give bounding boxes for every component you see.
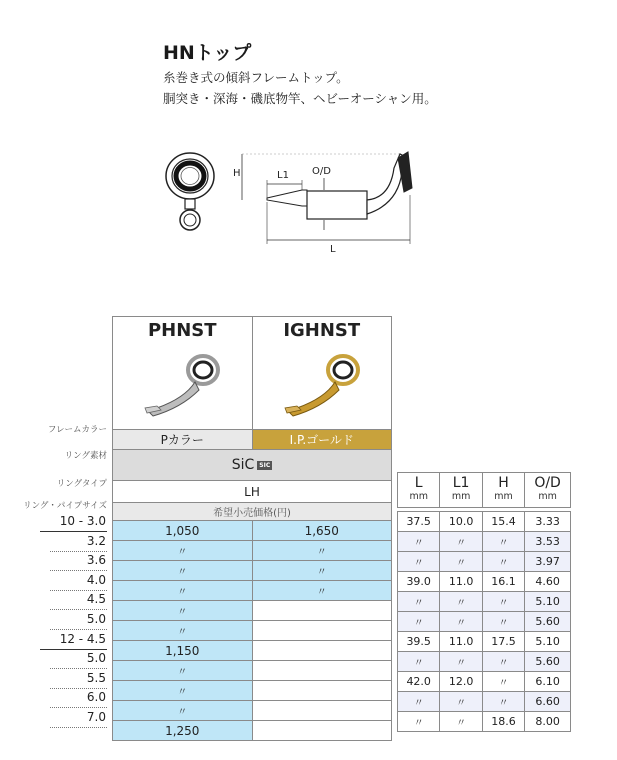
product-title: HNトップ xyxy=(163,42,252,64)
size-label: 3.2 xyxy=(86,533,106,548)
size-divider xyxy=(50,629,107,630)
product-image-ighnst xyxy=(252,343,392,430)
dim-h: 〃 xyxy=(482,532,524,552)
dimension-row xyxy=(398,512,571,532)
price-phnst: 1,050 xyxy=(113,521,253,541)
price-phnst: 〃 xyxy=(113,601,253,621)
price-ighnst xyxy=(252,721,392,741)
price-row xyxy=(113,521,392,541)
dim-header-H: H mm xyxy=(482,473,524,508)
dim-l1: 12.0 xyxy=(440,672,482,692)
dim-od: 5.10 xyxy=(525,592,571,612)
dim-l: 42.0 xyxy=(398,672,440,692)
dim-h: 〃 xyxy=(482,692,524,712)
dim-l: 〃 xyxy=(398,592,440,612)
dim-h: 15.4 xyxy=(482,512,524,532)
price-ighnst: 〃 xyxy=(252,541,392,561)
size-label: 6.0 xyxy=(86,690,106,705)
dim-l1: 〃 xyxy=(440,692,482,712)
dim-l: 39.0 xyxy=(398,572,440,592)
dimension-row xyxy=(398,552,571,572)
dim-l: 37.5 xyxy=(398,512,440,532)
gold-guide-icon xyxy=(285,356,358,416)
price-phnst: 〃 xyxy=(113,661,253,681)
dim-l: 〃 xyxy=(398,712,440,732)
dim-l1: 11.0 xyxy=(440,572,482,592)
size-divider xyxy=(50,590,107,591)
price-row xyxy=(113,701,392,721)
dimension-row xyxy=(398,632,571,652)
dimension-row xyxy=(398,532,571,552)
product-description-line-1: 糸巻き式の傾斜フレームトップ。 xyxy=(163,70,349,85)
size-divider xyxy=(40,649,107,650)
dim-l: 〃 xyxy=(398,552,440,572)
price-row xyxy=(113,581,392,601)
price-row xyxy=(113,541,392,561)
price-row xyxy=(113,721,392,741)
product-image-phnst xyxy=(113,343,253,430)
dim-l1: 〃 xyxy=(440,712,482,732)
price-ighnst xyxy=(252,601,392,621)
dim-od: 4.60 xyxy=(525,572,571,592)
dim-l1: 〃 xyxy=(440,532,482,552)
size-label: 3.6 xyxy=(86,553,106,568)
side-view-guide xyxy=(267,152,412,219)
dim-h: 〃 xyxy=(482,672,524,692)
size-divider xyxy=(50,668,107,669)
size-divider xyxy=(40,531,107,532)
dim-h: 18.6 xyxy=(482,712,524,732)
dim-l: 〃 xyxy=(398,612,440,632)
size-label: 12 - 4.5 xyxy=(59,631,106,646)
size-label: 7.0 xyxy=(86,710,106,724)
dim-l: 39.5 xyxy=(398,632,440,652)
label-ring-material: リング素材 xyxy=(64,451,107,461)
frame-color-ighnst: I.P.ゴールド xyxy=(252,430,392,450)
dimension-row xyxy=(398,612,571,632)
label-L: L xyxy=(330,244,336,255)
label-ring-type: リングタイプ xyxy=(56,479,107,489)
dim-header-OD: O/D mm xyxy=(525,473,571,508)
dim-od: 3.33 xyxy=(525,512,571,532)
price-phnst: 〃 xyxy=(113,541,253,561)
size-divider xyxy=(50,707,107,708)
dimension-row xyxy=(398,592,571,612)
ring-type-value: LH xyxy=(113,481,392,503)
dimension-row xyxy=(398,652,571,672)
size-divider xyxy=(50,609,107,610)
price-ighnst xyxy=(252,661,392,681)
price-phnst: 〃 xyxy=(113,581,253,601)
price-phnst: 〃 xyxy=(113,701,253,721)
dim-od: 8.00 xyxy=(525,712,571,732)
dim-header-L1: L1 mm xyxy=(440,473,482,508)
ring-material-value: SiC xyxy=(231,457,255,473)
silver-guide-icon xyxy=(145,356,218,416)
dim-l1: 11.0 xyxy=(440,632,482,652)
size-label: 5.5 xyxy=(86,670,106,685)
price-phnst: 〃 xyxy=(113,621,253,641)
price-ighnst xyxy=(252,681,392,701)
price-row xyxy=(113,561,392,581)
dim-od: 6.10 xyxy=(525,672,571,692)
dim-od: 5.60 xyxy=(525,612,571,632)
dim-l1: 〃 xyxy=(440,612,482,632)
dim-od: 5.60 xyxy=(525,652,571,672)
dim-od: 3.53 xyxy=(525,532,571,552)
dim-l1: 10.0 xyxy=(440,512,482,532)
price-table xyxy=(112,316,392,741)
dimension-row xyxy=(398,712,571,732)
dimension-diagram xyxy=(162,140,422,255)
dim-l: 〃 xyxy=(398,652,440,672)
label-ring-pipe-size: リング・パイプサイズ xyxy=(23,501,107,511)
price-ighnst xyxy=(252,701,392,721)
dimension-row xyxy=(398,692,571,712)
dim-od: 5.10 xyxy=(525,632,571,652)
ring-material-cell xyxy=(113,450,392,481)
price-header: 希望小売価格(円) xyxy=(113,503,392,521)
dim-od: 6.60 xyxy=(525,692,571,712)
dim-h: 〃 xyxy=(482,612,524,632)
dim-header-L: L mm xyxy=(398,473,440,508)
size-divider xyxy=(50,727,107,728)
price-ighnst xyxy=(252,641,392,661)
model-name-ighnst: IGHNST xyxy=(252,317,392,344)
dim-l: 〃 xyxy=(398,692,440,712)
price-row xyxy=(113,641,392,661)
price-phnst: 〃 xyxy=(113,681,253,701)
product-description-line-2: 胴突き・深海・磯底物竿、ヘビーオーシャン用。 xyxy=(163,91,437,106)
dimension-row xyxy=(398,572,571,592)
label-OD: O/D xyxy=(312,166,331,177)
price-ighnst: 〃 xyxy=(252,581,392,601)
dimension-table xyxy=(397,472,571,732)
sic-badge-icon: SIC xyxy=(259,461,271,469)
size-divider xyxy=(50,551,107,552)
size-divider xyxy=(50,688,107,689)
price-row xyxy=(113,661,392,681)
price-phnst: 1,150 xyxy=(113,641,253,661)
dim-h: 16.1 xyxy=(482,572,524,592)
dim-l1: 〃 xyxy=(440,592,482,612)
dim-l1: 〃 xyxy=(440,652,482,672)
size-label: 10 - 3.0 xyxy=(59,514,106,528)
price-row xyxy=(113,681,392,701)
frame-color-phnst: Pカラー xyxy=(113,430,253,450)
dimension-row xyxy=(398,672,571,692)
price-row xyxy=(113,601,392,621)
front-view-ring xyxy=(166,153,214,230)
price-phnst: 〃 xyxy=(113,561,253,581)
dim-h: 〃 xyxy=(482,552,524,572)
size-label: 5.0 xyxy=(86,651,106,666)
size-label: 5.0 xyxy=(86,612,106,626)
price-phnst: 1,250 xyxy=(113,721,253,741)
label-L1: L1 xyxy=(277,170,289,181)
price-ighnst: 1,650 xyxy=(252,521,392,541)
dim-od: 3.97 xyxy=(525,552,571,572)
price-ighnst xyxy=(252,621,392,641)
size-divider xyxy=(50,570,107,571)
size-label: 4.5 xyxy=(86,592,106,607)
price-row xyxy=(113,621,392,641)
dim-h: 〃 xyxy=(482,652,524,672)
label-frame-color: フレームカラー xyxy=(47,425,107,435)
dim-h: 〃 xyxy=(482,592,524,612)
model-name-phnst: PHNST xyxy=(113,317,253,344)
dim-l1: 〃 xyxy=(440,552,482,572)
dim-l: 〃 xyxy=(398,532,440,552)
size-label: 4.0 xyxy=(86,572,106,587)
dim-h: 17.5 xyxy=(482,632,524,652)
label-H: H xyxy=(233,168,241,179)
price-ighnst: 〃 xyxy=(252,561,392,581)
